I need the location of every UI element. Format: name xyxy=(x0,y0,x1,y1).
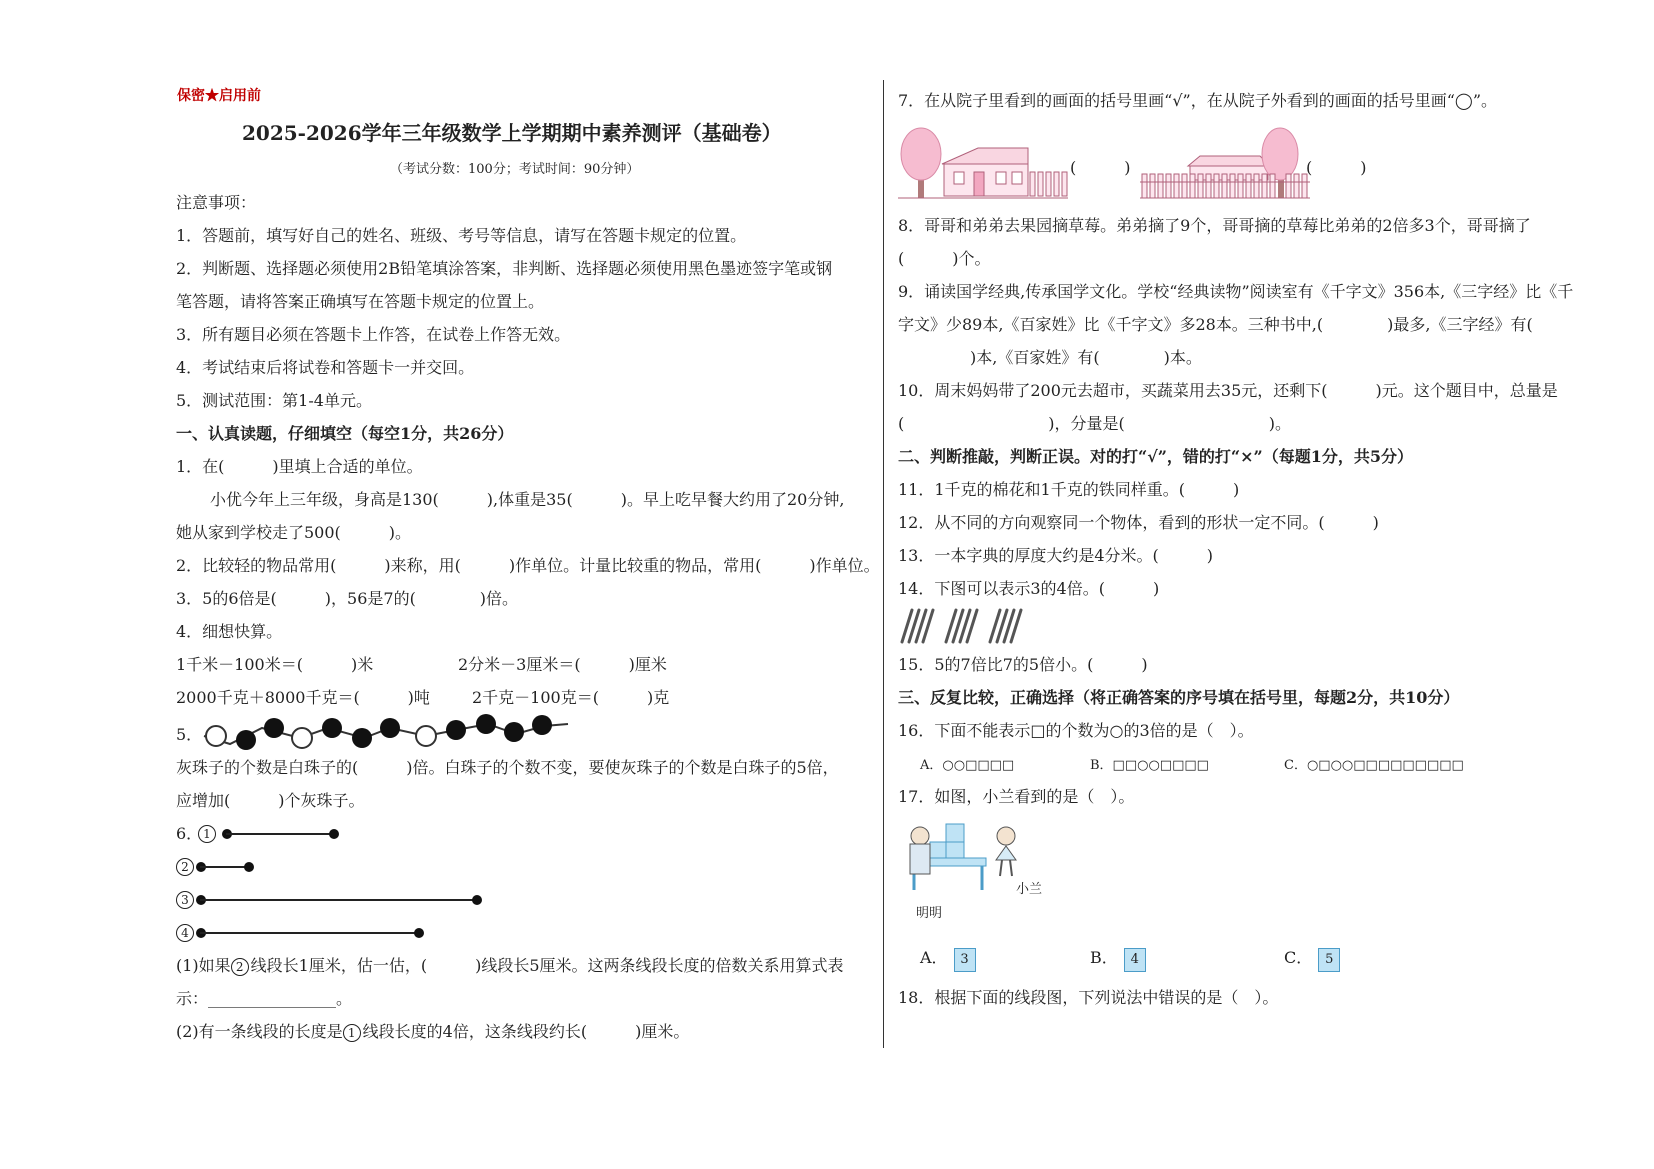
question-6-part-2: (2)有一条线段的长度是 1 线段长度的4倍，这条线段约长( )厘米。 xyxy=(176,1022,690,1041)
question-6-part-1-cont: 示：________________。 xyxy=(176,989,353,1008)
exam-info: （考试分数：100分；考试时间：90分钟） xyxy=(390,162,640,177)
section-3-heading: 三、反复比较，正确选择（将正确答案的序号填在括号里，每题2分，共10分） xyxy=(898,688,1460,707)
bead-string-figure xyxy=(200,712,572,752)
calc-1: 1千米－100米＝( )米 xyxy=(176,655,374,674)
white-bead xyxy=(206,726,226,746)
question-8-cont: ( )个。 xyxy=(898,249,991,268)
calc-4: 2千克－100克＝( )克 xyxy=(472,688,670,707)
white-bead xyxy=(416,726,436,746)
segment-label-3: 3 xyxy=(176,891,194,909)
segment-1-end xyxy=(329,829,339,839)
question-5-line-2: 应增加( )个灰珠子。 xyxy=(176,791,365,810)
question-5-number: 5． xyxy=(176,725,203,744)
option-17-c: C． 5 xyxy=(1284,948,1340,972)
option-16-b: B．□□○○□□□□ xyxy=(1090,758,1209,773)
page-title: 2025-2026学年三年级数学上学期期中素养测评（基础卷） xyxy=(242,121,782,145)
segment-label-4: 4 xyxy=(176,924,194,942)
gray-bead xyxy=(264,718,284,738)
sticks-figure xyxy=(898,606,1038,646)
gray-bead xyxy=(504,722,524,742)
section-1-heading: 一、认真读题，仔细填空（每空1分，共26分） xyxy=(176,424,514,443)
question-6-number: 6． xyxy=(176,824,203,843)
question-16: 16．下面不能表示□的个数为○的3倍的是（ ）。 xyxy=(898,721,1254,740)
segment-2-end xyxy=(244,862,254,872)
question-9: 9．诵读国学经典,传承国学文化。学校“经典读物”阅读室有《千字文》356本,《三字经》比《千 xyxy=(898,282,1574,301)
note-1: 1．答题前，填写好自己的姓名、班级、考号等信息，请写在答题卡规定的位置。 xyxy=(176,226,747,245)
question-11: 11．1千克的棉花和1千克的铁同样重。( ) xyxy=(898,480,1240,499)
segment-3 xyxy=(200,899,476,901)
option-17-a: A． 3 xyxy=(920,948,976,972)
question-8: 8．哥哥和弟弟去果园摘草莓。弟弟摘了9个，哥哥摘的草莓比弟弟的2倍多3个，哥哥摘了 xyxy=(898,216,1531,235)
question-7-blank-1: ( ) xyxy=(1070,158,1131,177)
question-15: 15．5的7倍比7的5倍小。( ) xyxy=(898,655,1148,674)
option-17-b: B． 4 xyxy=(1090,948,1146,972)
column-divider xyxy=(883,80,884,1048)
segment-label-1: 1 xyxy=(198,825,216,843)
calc-3: 2000千克＋8000千克＝( )吨 xyxy=(176,688,430,707)
question-1: 1．在( )里填上合适的单位。 xyxy=(176,457,423,476)
gray-bead xyxy=(446,720,466,740)
gray-bead xyxy=(352,728,372,748)
segment-label-2: 2 xyxy=(176,858,194,876)
notes-heading: 注意事项： xyxy=(176,193,257,212)
question-6-part-1: (1)如果 2 线段长1厘米，估一估，( )线段长5厘米。这两条线段长度的倍数关系用算式表 xyxy=(176,956,844,975)
question-17: 17．如图，小兰看到的是（ ）。 xyxy=(898,787,1135,806)
gray-bead xyxy=(322,718,342,738)
question-4: 4．细想快算。 xyxy=(176,622,283,641)
gray-bead xyxy=(380,718,400,738)
option-16-c: C．○□○○□□□□□□□□□ xyxy=(1284,758,1464,773)
yard-outside-picture xyxy=(1140,126,1310,202)
confidential-mark: 保密★启用前 xyxy=(177,88,261,104)
segment-3-end xyxy=(472,895,482,905)
segment-2 xyxy=(200,866,248,868)
question-1-line-2: 她从家到学校走了500( )。 xyxy=(176,523,412,542)
question-10-cont: ( )，分量是( )。 xyxy=(898,414,1291,433)
segment-4 xyxy=(200,932,418,934)
segment-4-end xyxy=(414,928,424,938)
question-14: 14．下图可以表示3的4倍。( ) xyxy=(898,579,1160,598)
gray-bead xyxy=(476,714,496,734)
question-18: 18．根据下面的线段图，下列说法中错误的是（ ）。 xyxy=(898,988,1279,1007)
question-12: 12．从不同的方向观察同一个物体，看到的形状一定不同。( ) xyxy=(898,513,1379,532)
note-2-cont: 笔答题，请将答案正确填写在答题卡规定的位置上。 xyxy=(176,292,545,311)
question-10: 10．周末妈妈带了200元去超市，买蔬菜用去35元，还剩下( )元。这个题目中，总量是 xyxy=(898,381,1558,400)
question-7-blank-2: ( ) xyxy=(1306,158,1367,177)
note-5: 5．测试范围：第1-4单元。 xyxy=(176,391,372,410)
question-1-line-1: 小优今年上三年级，身高是130( ),体重是35( )。早上吃早餐大约用了20分钟, xyxy=(210,490,845,509)
question-3: 3．5的6倍是( )，56是7的( )倍。 xyxy=(176,589,519,608)
calc-2: 2分米－3厘米＝( )厘米 xyxy=(458,655,667,674)
note-3: 3．所有题目必须在答题卡上作答，在试卷上作答无效。 xyxy=(176,325,571,344)
section-2-heading: 二、判断推敲，判断正误。对的打“√”，错的打“×”（每题1分，共5分） xyxy=(898,447,1414,466)
white-bead xyxy=(292,728,312,748)
note-2: 2．判断题、选择题必须使用2B铅笔填涂答案，非判断、选择题必须使用黑色墨迹签字笔或钢 xyxy=(176,259,833,278)
question-7: 7．在从院子里看到的画面的括号里画“√”，在从院子外看到的画面的括号里画“◯”。 xyxy=(898,91,1498,110)
gray-bead xyxy=(236,730,256,750)
label-xiaolan: 小兰 xyxy=(1016,882,1043,897)
question-13: 13．一本字典的厚度大约是4分米。( ) xyxy=(898,546,1214,565)
option-16-a: A．○○□□□□ xyxy=(920,758,1015,773)
question-9-cont-1: 字文》少89本,《百家姓》比《千字文》多28本。三种书中,( )最多,《三字经》有( xyxy=(898,315,1533,334)
yard-inside-picture xyxy=(898,126,1068,202)
label-mingming: 明明 xyxy=(916,906,943,921)
question-5-line-1: 灰珠子的个数是白珠子的( )倍。白珠子的个数不变，要使灰珠子的个数是白珠子的5倍， xyxy=(176,758,839,777)
question-2: 2．比较轻的物品常用( )来称，用( )作单位。计量比较重的物品，常用( )作单位。 xyxy=(176,556,880,575)
note-4: 4．考试结束后将试卷和答题卡一并交回。 xyxy=(176,358,475,377)
segment-1 xyxy=(226,833,334,835)
gray-bead xyxy=(532,715,552,735)
question-9-cont-2: )本,《百家姓》有( )本。 xyxy=(970,348,1202,367)
